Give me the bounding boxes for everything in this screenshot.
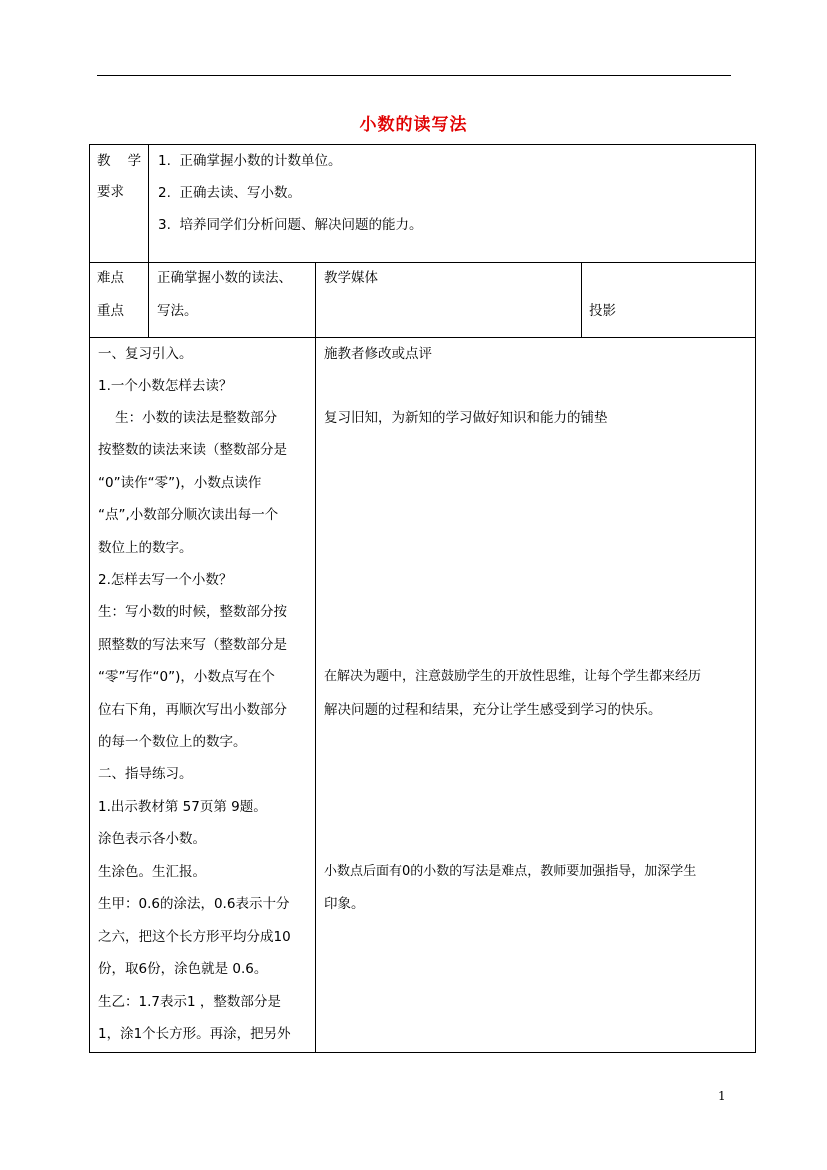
comment-2-line1: 在解决为题中，注意鼓励学生的开放性思维，让每个学生都来经历	[324, 669, 702, 684]
objective-item-1: 1. 正确掌握小数的计数单位。	[158, 153, 342, 169]
process-line: 之六，把这个长方形平均分成10	[98, 929, 291, 945]
process-line: 生：写小数的时候，整数部分按	[98, 604, 287, 620]
process-line: 照整数的写法来写（整数部分是	[98, 637, 287, 653]
objectives-label-line1: 教 学	[97, 153, 142, 169]
process-line: “点”,小数部分顺次读出每一个	[98, 507, 279, 523]
process-line: 位右下角，再顺次写出小数部分	[98, 702, 287, 718]
process-line: 生乙：1.7表示1 ，整数部分是	[98, 994, 281, 1010]
process-line: 1.出示教材第 57页第 9题。	[98, 799, 267, 815]
key-points-content-line2: 写法。	[157, 303, 198, 319]
page-number: 1	[718, 1089, 726, 1103]
process-line: 二、指导练习。	[98, 766, 193, 782]
process-line: 2.怎样去写一个小数？	[98, 572, 233, 588]
process-line: 按整数的读法来读（整数部分是	[98, 442, 287, 458]
document-title: 小数的读写法	[359, 115, 468, 135]
process-line: “零”写作“0”)，小数点写在个	[98, 669, 275, 685]
col-divider-media	[581, 262, 582, 337]
process-line: “0”读作“零”)，小数点读作	[98, 475, 262, 491]
process-line: 生：小数的读法是整数部分	[98, 410, 278, 426]
key-points-label-line1: 难点	[97, 270, 124, 286]
process-line: 生涂色。生汇报。	[98, 864, 206, 880]
media-label: 教学媒体	[324, 270, 378, 286]
process-line: 1，涂1个长方形。再涂，把另外	[98, 1026, 291, 1042]
row-divider-1	[89, 262, 756, 263]
process-line: 1.一个小数怎样去读？	[98, 378, 233, 394]
objectives-label-line2: 要求	[97, 184, 124, 200]
comment-2-line2: 解决问题的过程和结果，充分让学生感受到学习的快乐。	[324, 702, 662, 718]
col-divider-label	[148, 144, 149, 337]
process-line: 数位上的数字。	[98, 540, 193, 556]
comments-header: 施教者修改或点评	[324, 346, 432, 362]
objective-item-3: 3. 培养同学们分析问题、解决问题的能力。	[158, 217, 423, 233]
process-line: 份，取6份，涂色就是 0.6。	[98, 961, 268, 977]
col-divider-main	[315, 262, 316, 1053]
process-line: 生甲：0.6的涂法，0.6表示十分	[98, 896, 290, 912]
process-line: 一、复习引入。	[98, 346, 193, 362]
comment-3-line2: 印象。	[324, 896, 365, 912]
key-points-label-line2: 重点	[97, 303, 124, 319]
comment-3-line1: 小数点后面有0的小数的写法是难点，教师要加强指导，加深学生	[324, 864, 697, 879]
process-line: 的每一个数位上的数字。	[98, 734, 247, 750]
comment-1: 复习旧知，为新知的学习做好知识和能力的铺垫	[324, 410, 608, 426]
row-divider-2	[89, 337, 756, 338]
objective-item-2: 2. 正确去读、写小数。	[158, 185, 301, 201]
process-line: 涂色表示各小数。	[98, 831, 206, 847]
media-value: 投影	[589, 303, 616, 319]
key-points-content-line1: 正确掌握小数的读法、	[157, 270, 292, 286]
header-rule	[97, 75, 731, 76]
